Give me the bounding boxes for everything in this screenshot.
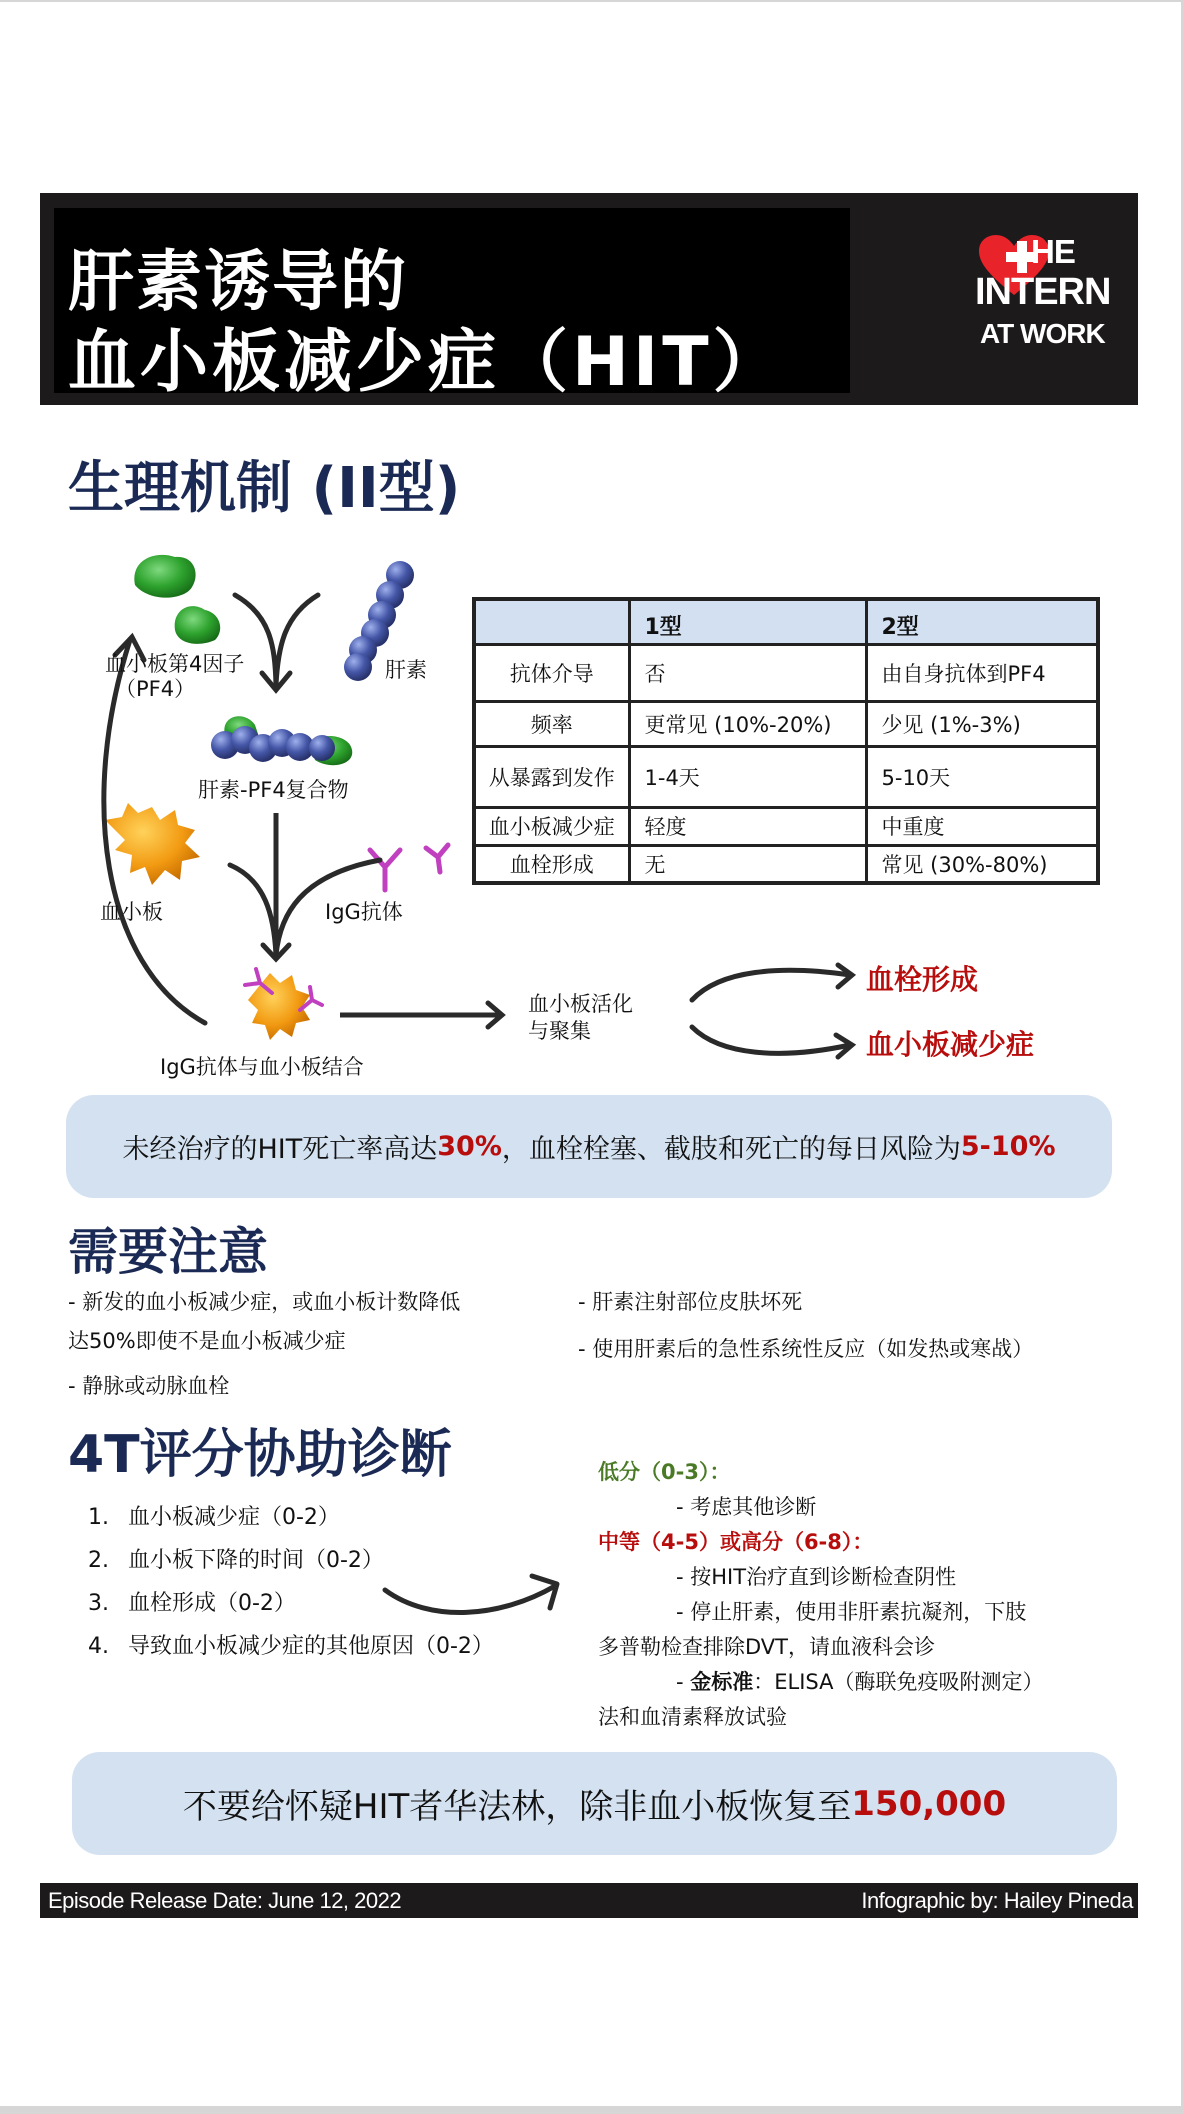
attention-right-item-2: - 使用肝素后的急性系统性反应（如发热或寒战） xyxy=(578,1337,1034,1361)
list-item: 4. 导致血小板减少症的其他原因（0-2） xyxy=(88,1634,494,1659)
type2-cell: 5-10天 xyxy=(866,746,1098,807)
section-title-mechanism: 生理机制 (II型) xyxy=(68,456,461,521)
table-row xyxy=(474,746,1098,807)
high-score-heading: 中等（4-5）或高分（6-8）： xyxy=(598,1530,874,1554)
label-platelet: 血小板 xyxy=(100,900,163,924)
page-border-bottom xyxy=(0,2106,1184,2114)
table-row xyxy=(474,807,1098,845)
label-outcome-thrombosis: 血栓形成 xyxy=(866,963,979,996)
infographic-credit: Infographic by: Hailey Pineda xyxy=(861,1888,1133,1913)
footer-banner xyxy=(40,1883,1138,1918)
type2-cell: 常见 (30%-80%) xyxy=(866,845,1098,883)
high-score-item-1: - 按HIT治疗直到诊断检查阴性 xyxy=(676,1565,957,1589)
row-label: 从暴露到发作 xyxy=(474,746,629,807)
table-row xyxy=(474,644,1098,701)
pf4-molecule-icon-2 xyxy=(175,606,221,644)
page-border-top xyxy=(0,0,1184,2)
logo-text-at-work: AT WORK xyxy=(980,318,1105,349)
type2-cell: 中重度 xyxy=(866,807,1098,845)
type1-cell: 轻度 xyxy=(629,807,866,845)
high-score-item-2-cont: 多普勒检查排除DVT，请血液科会诊 xyxy=(598,1635,935,1659)
attention-left-item-1-cont: 达50%即使不是血小板减少症 xyxy=(68,1329,346,1353)
type1-cell: 否 xyxy=(629,644,866,701)
type1-cell: 更常见 (10%-20%) xyxy=(629,701,866,746)
label-pf4: 血小板第4因子 xyxy=(105,652,245,676)
attention-left-item-2: - 静脉或动脉血栓 xyxy=(68,1374,230,1398)
label-heparin: 肝素 xyxy=(385,658,427,682)
header-banner xyxy=(40,193,1138,405)
episode-release-date: Episode Release Date: June 12, 2022 xyxy=(48,1888,402,1913)
table-row xyxy=(474,845,1098,883)
label-heparin-pf4-complex: 肝素-PF4复合物 xyxy=(198,778,349,802)
label-pf4-abbr: （PF4） xyxy=(115,677,196,701)
attention-right-item-1: - 肝素注射部位皮肤坏死 xyxy=(578,1290,803,1314)
low-score-item: - 考虑其他诊断 xyxy=(676,1495,817,1519)
title-box xyxy=(54,208,850,402)
gold-standard-label: 金标准 xyxy=(690,1670,754,1694)
table-header-empty xyxy=(474,599,629,644)
warfarin-callout xyxy=(72,1752,1117,1855)
table-row xyxy=(474,701,1098,746)
list-item: 2. 血小板下降的时间（0-2） xyxy=(88,1548,384,1573)
row-label: 血小板减少症 xyxy=(474,807,629,845)
type2-cell: 由自身抗体到PF4 xyxy=(866,644,1098,701)
type1-cell: 1-4天 xyxy=(629,746,866,807)
curved-arrow-icon xyxy=(380,1568,570,1628)
section-title-attention: 需要注意 xyxy=(68,1223,268,1281)
page-title-line1: 肝素诱导的 xyxy=(68,243,408,320)
low-score-heading: 低分（0-3）： xyxy=(598,1460,731,1484)
warfarin-highlight: 150,000 xyxy=(851,1783,1007,1824)
list-item: 3. 血栓形成（0-2） xyxy=(88,1591,296,1616)
mortality-text-b: ，血栓栓塞、截肢和死亡的每日风险为 xyxy=(501,1134,961,1165)
row-label: 血栓形成 xyxy=(474,845,629,883)
high-score-item-2: - 停止肝素，使用非肝素抗凝剂，下肢 xyxy=(676,1600,1027,1624)
type1-cell: 无 xyxy=(629,845,866,883)
pf4-molecule-icon xyxy=(134,555,195,598)
logo-text-intern: INTERN xyxy=(975,271,1111,313)
label-activation-line2: 与聚集 xyxy=(528,1019,591,1043)
platelet-icon xyxy=(105,803,200,885)
warfarin-text: 不要给怀疑HIT者华法林，除非血小板恢复至 xyxy=(182,1787,852,1827)
label-igg-antibody: IgG抗体 xyxy=(325,900,403,924)
type2-cell: 少见 (1%-3%) xyxy=(866,701,1098,746)
attention-left-item-1: - 新发的血小板减少症，或血小板计数降低 xyxy=(68,1290,461,1314)
heparin-pf4-complex-icon xyxy=(211,716,352,765)
igg-antibody-icon xyxy=(370,845,448,890)
high-score-item-3-cont: 法和血清素释放试验 xyxy=(598,1705,787,1729)
mortality-highlight-30: 30% xyxy=(437,1131,502,1162)
label-outcome-thrombocytopenia: 血小板减少症 xyxy=(866,1028,1035,1061)
type-comparison-table xyxy=(472,597,1100,885)
row-label: 抗体介导 xyxy=(474,644,629,701)
mortality-highlight-5-10: 5-10% xyxy=(960,1131,1056,1162)
table-header-type1: 1型 xyxy=(629,599,866,644)
table-header-row xyxy=(474,599,1098,644)
label-igg-platelet-binding: IgG抗体与血小板结合 xyxy=(160,1055,364,1079)
page-title-line2: 血小板减少症（HIT） xyxy=(68,323,785,402)
high-score-item-3: - 金标准：ELISA（酶联免疫吸附测定） xyxy=(676,1670,1044,1694)
mortality-text-a: 未经治疗的HIT死亡率高达 xyxy=(122,1134,438,1165)
4t-score-interpretation xyxy=(598,1455,1118,1735)
list-item: 1. 血小板减少症（0-2） xyxy=(88,1505,340,1530)
row-label: 频率 xyxy=(474,701,629,746)
table-header-type2: 2型 xyxy=(866,599,1098,644)
label-activation-line1: 血小板活化 xyxy=(528,992,633,1016)
mortality-callout xyxy=(66,1095,1112,1198)
the-intern-at-work-logo xyxy=(975,233,1125,353)
logo-text-he: HE xyxy=(1031,233,1075,270)
section-title-4t-score: 4T评分协助诊断 xyxy=(68,1425,452,1485)
